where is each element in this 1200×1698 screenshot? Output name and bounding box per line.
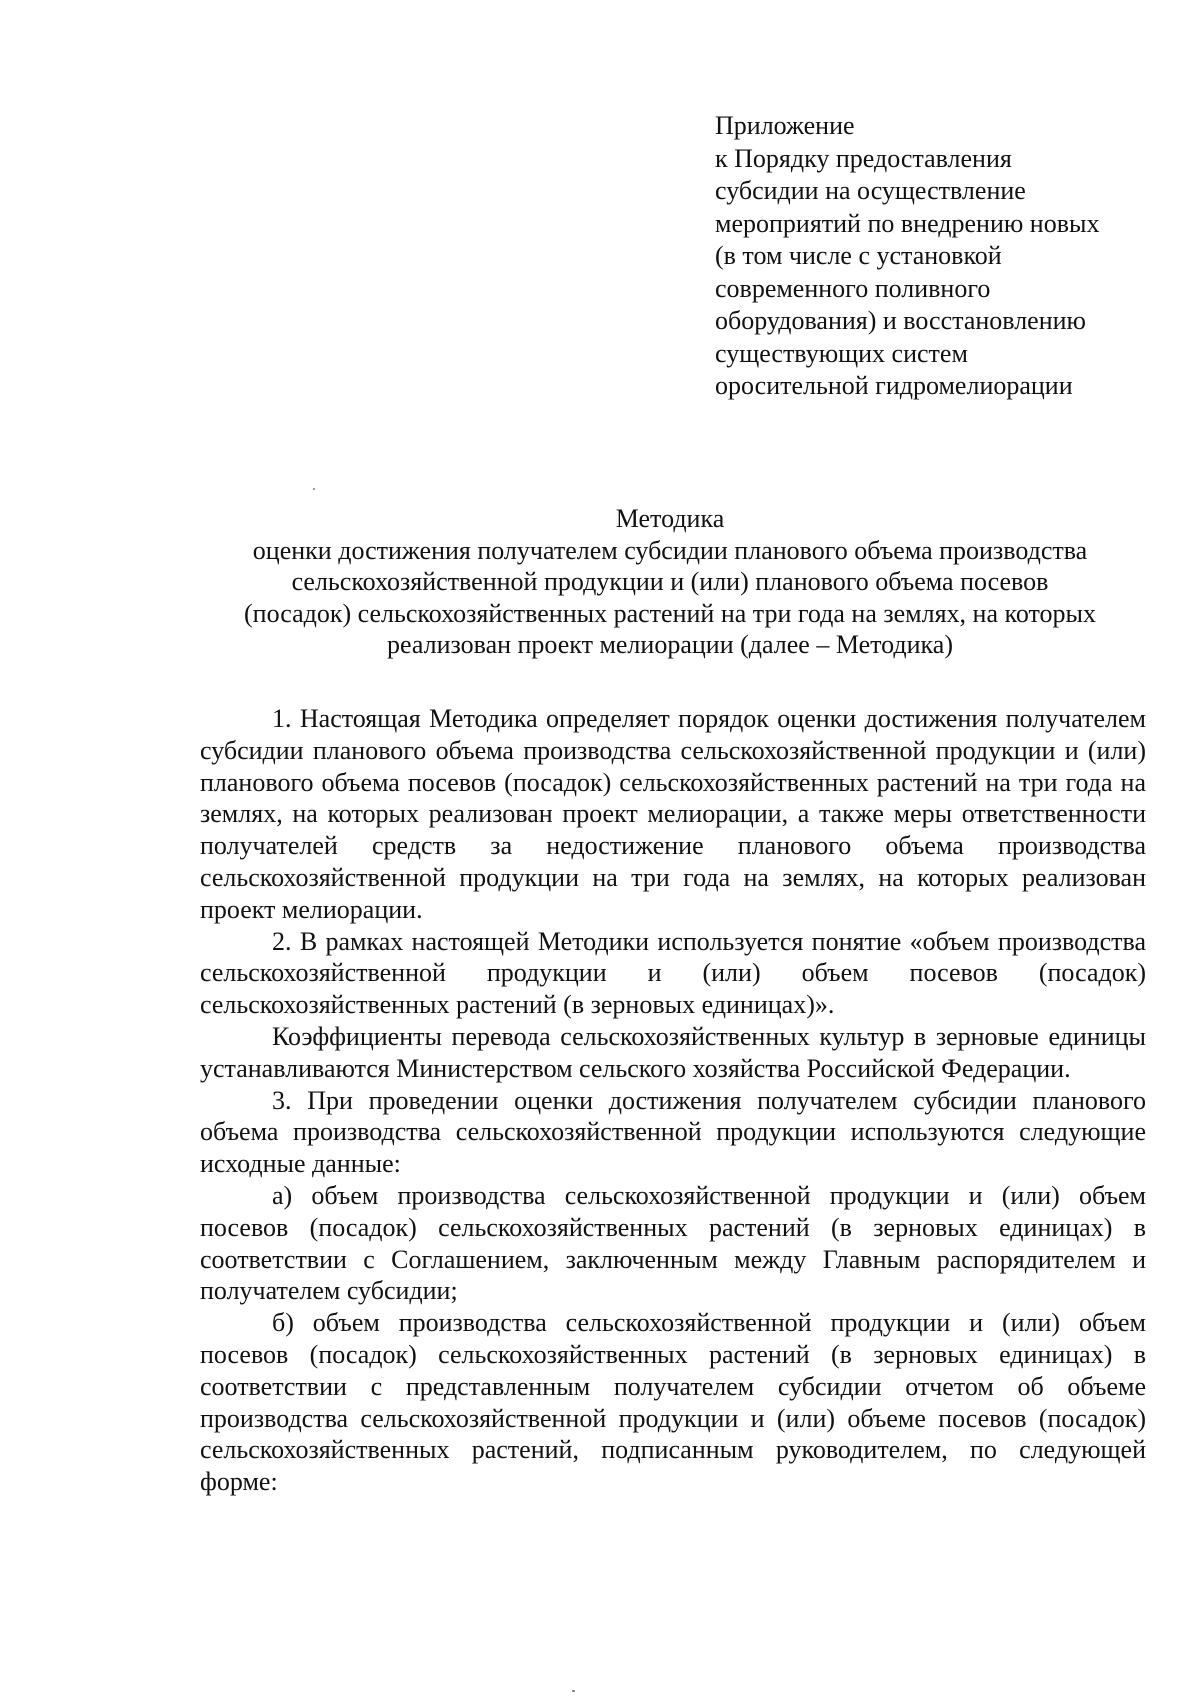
paragraph-2-coefficients: Коэффициенты перевода сельскохозяйственных культур в зерновые единицы устанавливаются Министерством сельского хозяйства Российской Федерации. — [200, 1021, 1146, 1083]
appendix-line: (в том числе с установкой — [715, 241, 1002, 270]
document-title — [190, 503, 1150, 661]
appendix-reference — [715, 110, 1155, 403]
paragraph-1: 1. Настоящая Методика определяет порядок оценки достижения получателем субсидии планового объема производства сельскохозяйственной продукции и (или) планового объема посевов (посадок) сельскохозяйственных растений на три года на землях, на которых реализован проект мелиорации, а также меры ответственности получателей средств за недостижение планового объема производства сельскохозяйственной продукции на три года на землях, на которых реализован проект мелиорации. — [200, 704, 1146, 924]
title-heading: Методика — [615, 504, 725, 533]
paragraph-2: 2. В рамках настоящей Методики используется понятие «объем производства сельскохозяйственной продукции и (или) объем посевов (посадок) сельскохозяйственных растений (в зерновых единицах)». — [200, 926, 1146, 1020]
paragraph-3-item-a: а) объем производства сельскохозяйственной продукции и (или) объем посевов (посадок) сельскохозяйственных растений (в зерновых единицах) в соответствии с Соглашением, заключенным между Главным распорядителем и получателем субсидии; — [200, 1180, 1146, 1306]
appendix-line: к Порядку предоставления — [715, 143, 1012, 173]
appendix-line: Приложение — [715, 111, 855, 140]
paragraph-3: 3. При проведении оценки достижения получателем субсидии планового объема производства сельскохозяйственной продукции используются следующие исходные данные: — [200, 1085, 1146, 1179]
appendix-line: мероприятий по внедрению новых — [715, 208, 1100, 238]
title-line: реализован проект мелиорации (далее – Методика) — [387, 630, 953, 659]
appendix-line: современного поливного — [715, 273, 991, 303]
title-line: сельскохозяйственной продукции и (или) планового объема посевов — [291, 567, 1049, 596]
paragraph-3-item-b: б) объем производства сельскохозяйственной продукции и (или) объем посевов (посадок) сельскохозяйственных растений (в зерновых единицах) в соответствии с представленным получателем субсидии отчетом об объеме производства сельскохозяйственной продукции и (или) объеме посевов (посадок) сельскохозяйственных растений, подписанным руководителем, по следующей форме: — [200, 1308, 1146, 1497]
scan-speck — [313, 488, 315, 490]
title-line: оценки достижения получателем субсидии планового объема производства — [252, 535, 1088, 565]
appendix-line: существующих систем — [715, 338, 968, 368]
document-body — [200, 703, 1146, 1498]
appendix-line: оборудования) и восстановлению — [715, 306, 1086, 335]
scan-speck — [572, 1690, 575, 1692]
appendix-line: оросительной гидромелиорации — [715, 371, 1073, 400]
appendix-line: субсидии на осуществление — [715, 176, 1026, 205]
title-line: (посадок) сельскохозяйственных растений на три года на землях, на которых — [244, 598, 1096, 628]
